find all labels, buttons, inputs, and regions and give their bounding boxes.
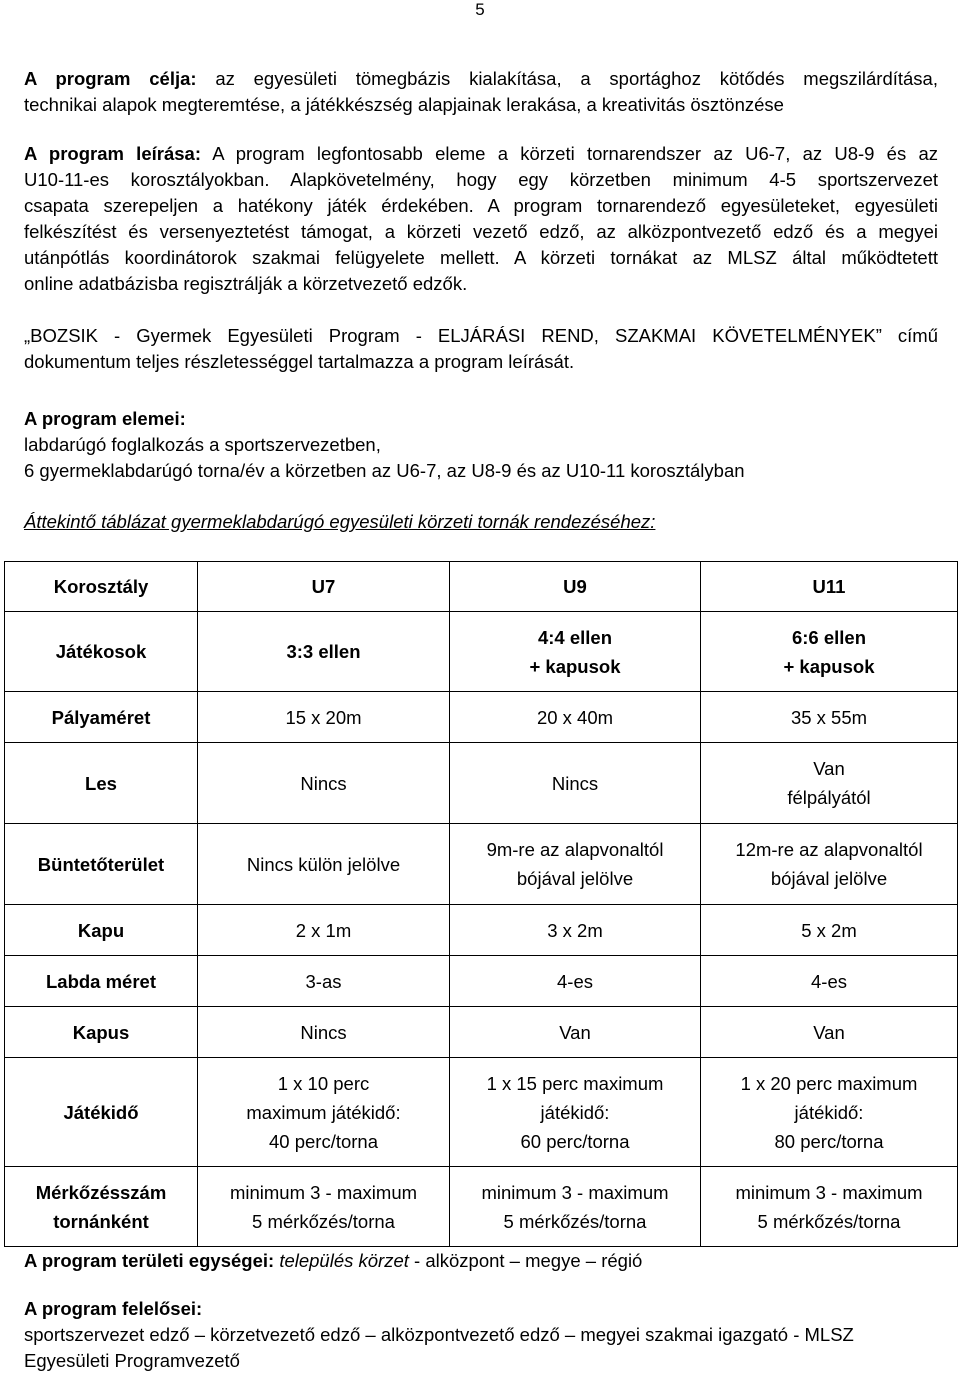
program-description-text-3: csapata szerepeljen a hatékony játék érdekében. A program tornarendező egyesületeket, egyesületi xyxy=(24,195,938,216)
cell-u7: 1 x 10 perc maximum játékidő: 40 perc/torna xyxy=(198,1058,450,1167)
reference-text-2: dokumentum teljes részletességgel tartalmazza a program leírását. xyxy=(24,351,575,372)
responsible-line-2: Egyesületi Programvezető xyxy=(24,1350,240,1371)
program-goal-text-1: az egyesületi tömegbázis kialakítása, a sportághoz kötődés megszilárdítása, xyxy=(215,68,938,89)
program-goal-text-2: technikai alapok megteremtése, a játékkészség alapjainak lerakása, a kreativitás ösztönzése xyxy=(24,94,784,115)
row-label: Kapus xyxy=(5,1007,198,1058)
responsible-heading: A program felelősei: xyxy=(24,1298,203,1319)
cell-u9: minimum 3 - maximum 5 mérkőzés/torna xyxy=(450,1167,701,1247)
table-header-row xyxy=(5,562,958,612)
table-row-goal xyxy=(5,905,958,956)
reference-paragraph xyxy=(24,323,938,375)
table-title: Áttekintő táblázat gyermeklabdarúgó egyesületi körzeti tornák rendezéséhez: xyxy=(24,511,656,532)
cell-u11: 12m-re az alapvonaltól bójával jelölve xyxy=(701,824,958,905)
table-row-pitch-size xyxy=(5,692,958,743)
program-goal-label: A program célja: xyxy=(24,68,197,89)
territorial-units-label: A program területi egységei: xyxy=(24,1250,275,1271)
cell-u9: 20 x 40m xyxy=(450,692,701,743)
header-u11: U11 xyxy=(701,562,958,612)
cell-u9: 4:4 ellen + kapusok xyxy=(450,612,701,692)
header-u7: U7 xyxy=(198,562,450,612)
page-number: 5 xyxy=(475,0,485,19)
cell-u11: 5 x 2m xyxy=(701,905,958,956)
cell-u7: Nincs külön jelölve xyxy=(198,824,450,905)
cell-u7: 15 x 20m xyxy=(198,692,450,743)
header-u9: U9 xyxy=(450,562,701,612)
cell-u11: 35 x 55m xyxy=(701,692,958,743)
row-label: Pályaméret xyxy=(5,692,198,743)
row-label: Kapu xyxy=(5,905,198,956)
cell-u9: Van xyxy=(450,1007,701,1058)
cell-u9: Nincs xyxy=(450,743,701,824)
cell-u11: 6:6 ellen + kapusok xyxy=(701,612,958,692)
cell-u11: 1 x 20 perc maximum játékidő: 80 perc/torna xyxy=(701,1058,958,1167)
territorial-unit-rest: - alközpont – megye – régió xyxy=(414,1250,643,1271)
cell-u11: Van xyxy=(701,1007,958,1058)
program-description-text-5: utánpótlás koordinátorok szakmai felügyelete mellett. A körzeti tornákat az MLSZ által működtetett xyxy=(24,247,938,268)
cell-u7: Nincs xyxy=(198,1007,450,1058)
cell-u9: 9m-re az alapvonaltól bójával jelölve xyxy=(450,824,701,905)
table-row-goalkeeper xyxy=(5,1007,958,1058)
program-description-text-6: online adatbázisba regisztrálják a körzetvezető edzők. xyxy=(24,273,468,294)
row-label: Játékosok xyxy=(5,612,198,692)
program-element-item-2: 6 gyermeklabdarúgó torna/év a körzetben az U6-7, az U8-9 és az U10-11 korosztályban xyxy=(24,460,745,481)
cell-u7: minimum 3 - maximum 5 mérkőzés/torna xyxy=(198,1167,450,1247)
cell-u9: 4-es xyxy=(450,956,701,1007)
header-age-group: Korosztály xyxy=(5,562,198,612)
program-description-label: A program leírása: xyxy=(24,143,201,164)
program-description-text-4: felkészítést és versenyeztetést támogat, a körzeti vezető edző, az alközpontvezető edző és a megyei xyxy=(24,221,938,242)
program-description-text-2: U10-11-es korosztályokban. Alapkövetelmény, hogy egy körzetben minimum 4-5 sportszervezet xyxy=(24,169,938,190)
cell-u9: 3 x 2m xyxy=(450,905,701,956)
row-label: Játékidő xyxy=(5,1058,198,1167)
row-label: Les xyxy=(5,743,198,824)
program-goal-paragraph xyxy=(24,66,938,118)
table-row-offside xyxy=(5,743,958,824)
cell-u11: 4-es xyxy=(701,956,958,1007)
responsible-line-1: sportszervezet edző – körzetvezető edző – alközpontvezető edző – megyei szakmai igazgató - MLSZ xyxy=(24,1324,854,1345)
table-row-players xyxy=(5,612,958,692)
cell-u7: 2 x 1m xyxy=(198,905,450,956)
cell-u7: 3:3 ellen xyxy=(198,612,450,692)
territorial-units-line xyxy=(24,1248,642,1274)
row-label: Mérkőzésszám tornánként xyxy=(5,1167,198,1247)
program-elements-heading: A program elemei: xyxy=(24,408,186,429)
table-row-penalty-area xyxy=(5,824,958,905)
program-description-text-1: A program legfontosabb eleme a körzeti tornarendszer az U6-7, az U8-9 és az xyxy=(212,143,938,164)
cell-u9: 1 x 15 perc maximum játékidő: 60 perc/torna xyxy=(450,1058,701,1167)
table-row-matches-per-tournament xyxy=(5,1167,958,1247)
territorial-unit-district: körzet xyxy=(358,1250,409,1271)
program-element-item-1: labdarúgó foglalkozás a sportszervezetben, xyxy=(24,434,381,455)
row-label: Büntetőterület xyxy=(5,824,198,905)
program-description-paragraph xyxy=(24,141,938,297)
table-row-ball-size xyxy=(5,956,958,1007)
row-label: Labda méret xyxy=(5,956,198,1007)
tournament-overview-table xyxy=(4,561,958,1247)
cell-u7: 3-as xyxy=(198,956,450,1007)
cell-u11: Van félpályától xyxy=(701,743,958,824)
reference-text-1: „BOZSIK - Gyermek Egyesületi Program - ELJÁRÁSI REND, SZAKMAI KÖVETELMÉNYEK” című xyxy=(24,325,938,346)
cell-u11: minimum 3 - maximum 5 mérkőzés/torna xyxy=(701,1167,958,1247)
territorial-unit-settlement: település xyxy=(279,1250,354,1271)
table-row-playing-time xyxy=(5,1058,958,1167)
cell-u7: Nincs xyxy=(198,743,450,824)
